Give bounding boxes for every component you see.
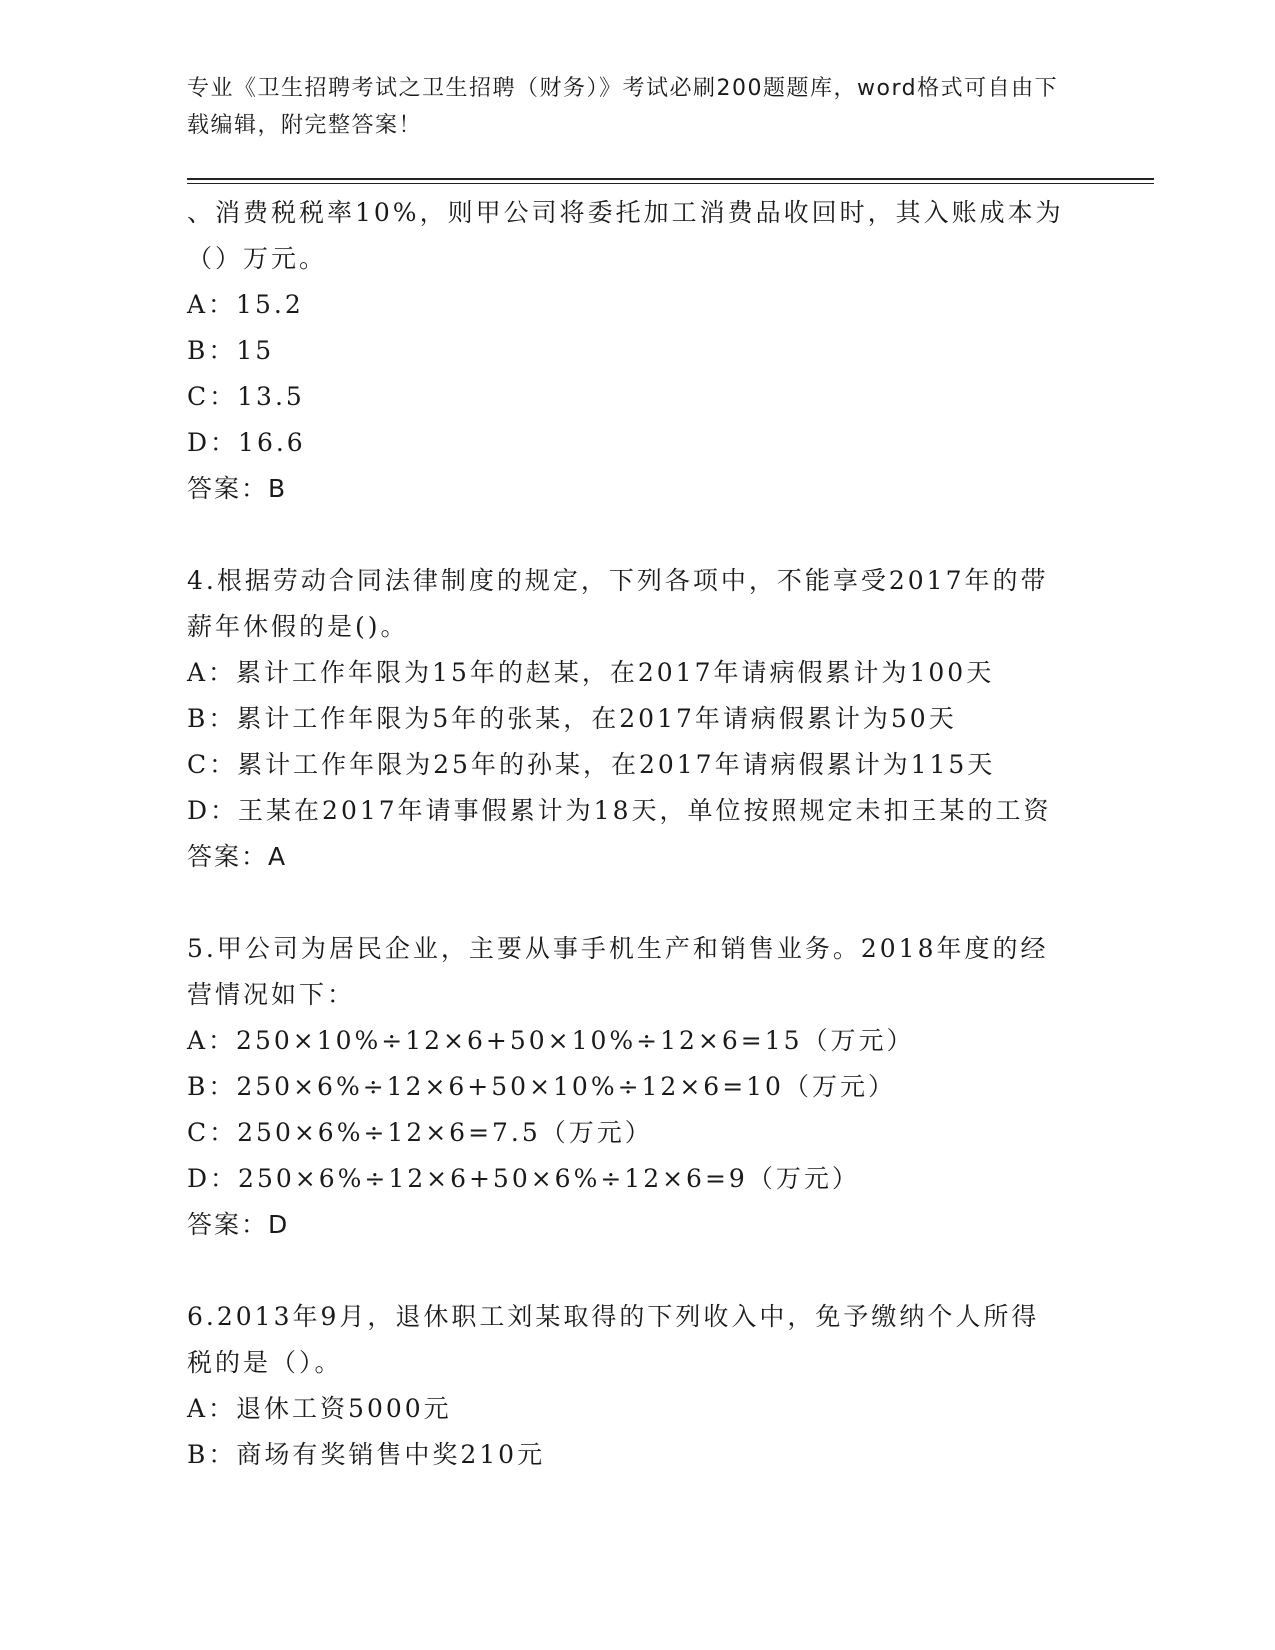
question-stem-line: 6.2013年9月，退休职工刘某取得的下列收入中，免予缴纳个人所得 bbox=[187, 1302, 1040, 1331]
question-5 bbox=[187, 926, 1087, 1248]
question-stem-line: 薪年休假的是()。 bbox=[187, 612, 409, 641]
option-a: A：累计工作年限为15年的赵某，在2017年请病假累计为100天 bbox=[187, 658, 995, 687]
option-c: C：累计工作年限为25年的孙某，在2017年请病假累计为115天 bbox=[187, 750, 996, 779]
answer-line: 答案：A bbox=[187, 842, 288, 871]
answer-line: 答案：D bbox=[187, 1210, 290, 1239]
question-6 bbox=[187, 1294, 1087, 1478]
document-body bbox=[187, 190, 1087, 1478]
option-b: B：商场有奖销售中奖210元 bbox=[187, 1440, 546, 1469]
question-4 bbox=[187, 558, 1087, 880]
option-a: A：退休工资5000元 bbox=[187, 1394, 452, 1423]
question-stem-line: （）万元。 bbox=[187, 244, 328, 273]
header-rule-thick bbox=[187, 178, 1154, 180]
header-rule-thin bbox=[187, 183, 1154, 184]
option-c: C：250×6%÷12×6=7.5（万元） bbox=[187, 1118, 653, 1147]
option-b: B：累计工作年限为5年的张某，在2017年请病假累计为50天 bbox=[187, 704, 957, 733]
option-c: C：13.5 bbox=[187, 382, 305, 411]
spacer bbox=[187, 1248, 1087, 1294]
question-stem-line: 4.根据劳动合同法律制度的规定，下列各项中，不能享受2017年的带 bbox=[187, 566, 1049, 595]
question-stem-line: 税的是（）。 bbox=[187, 1348, 343, 1377]
question-3 bbox=[187, 190, 1087, 512]
question-stem-line: 5.甲公司为居民企业，主要从事手机生产和销售业务。2018年度的经 bbox=[187, 934, 1049, 963]
spacer bbox=[187, 512, 1087, 558]
question-stem-line: 营情况如下： bbox=[187, 980, 356, 1009]
answer-line: 答案：B bbox=[187, 474, 288, 503]
option-d: D：16.6 bbox=[187, 428, 306, 457]
option-d: D：250×6%÷12×6+50×6%÷12×6=9（万元） bbox=[187, 1164, 860, 1193]
option-b: B：250×6%÷12×6+50×10%÷12×6=10（万元） bbox=[187, 1072, 896, 1101]
option-a: A：15.2 bbox=[187, 290, 304, 319]
question-stem-line: 、消费税税率10%，则甲公司将委托加工消费品收回时，其入账成本为 bbox=[187, 198, 1064, 227]
option-b: B：15 bbox=[187, 336, 275, 365]
spacer bbox=[187, 880, 1087, 926]
option-d: D：王某在2017年请事假累计为18天，单位按照规定未扣王某的工资 bbox=[187, 796, 1052, 825]
document-header: 专业《卫生招聘考试之卫生招聘（财务）》考试必刷200题题库，word格式可自由下载编辑，附完整答案！ bbox=[187, 76, 1059, 138]
option-a: A：250×10%÷12×6+50×10%÷12×6=15（万元） bbox=[187, 1026, 915, 1055]
